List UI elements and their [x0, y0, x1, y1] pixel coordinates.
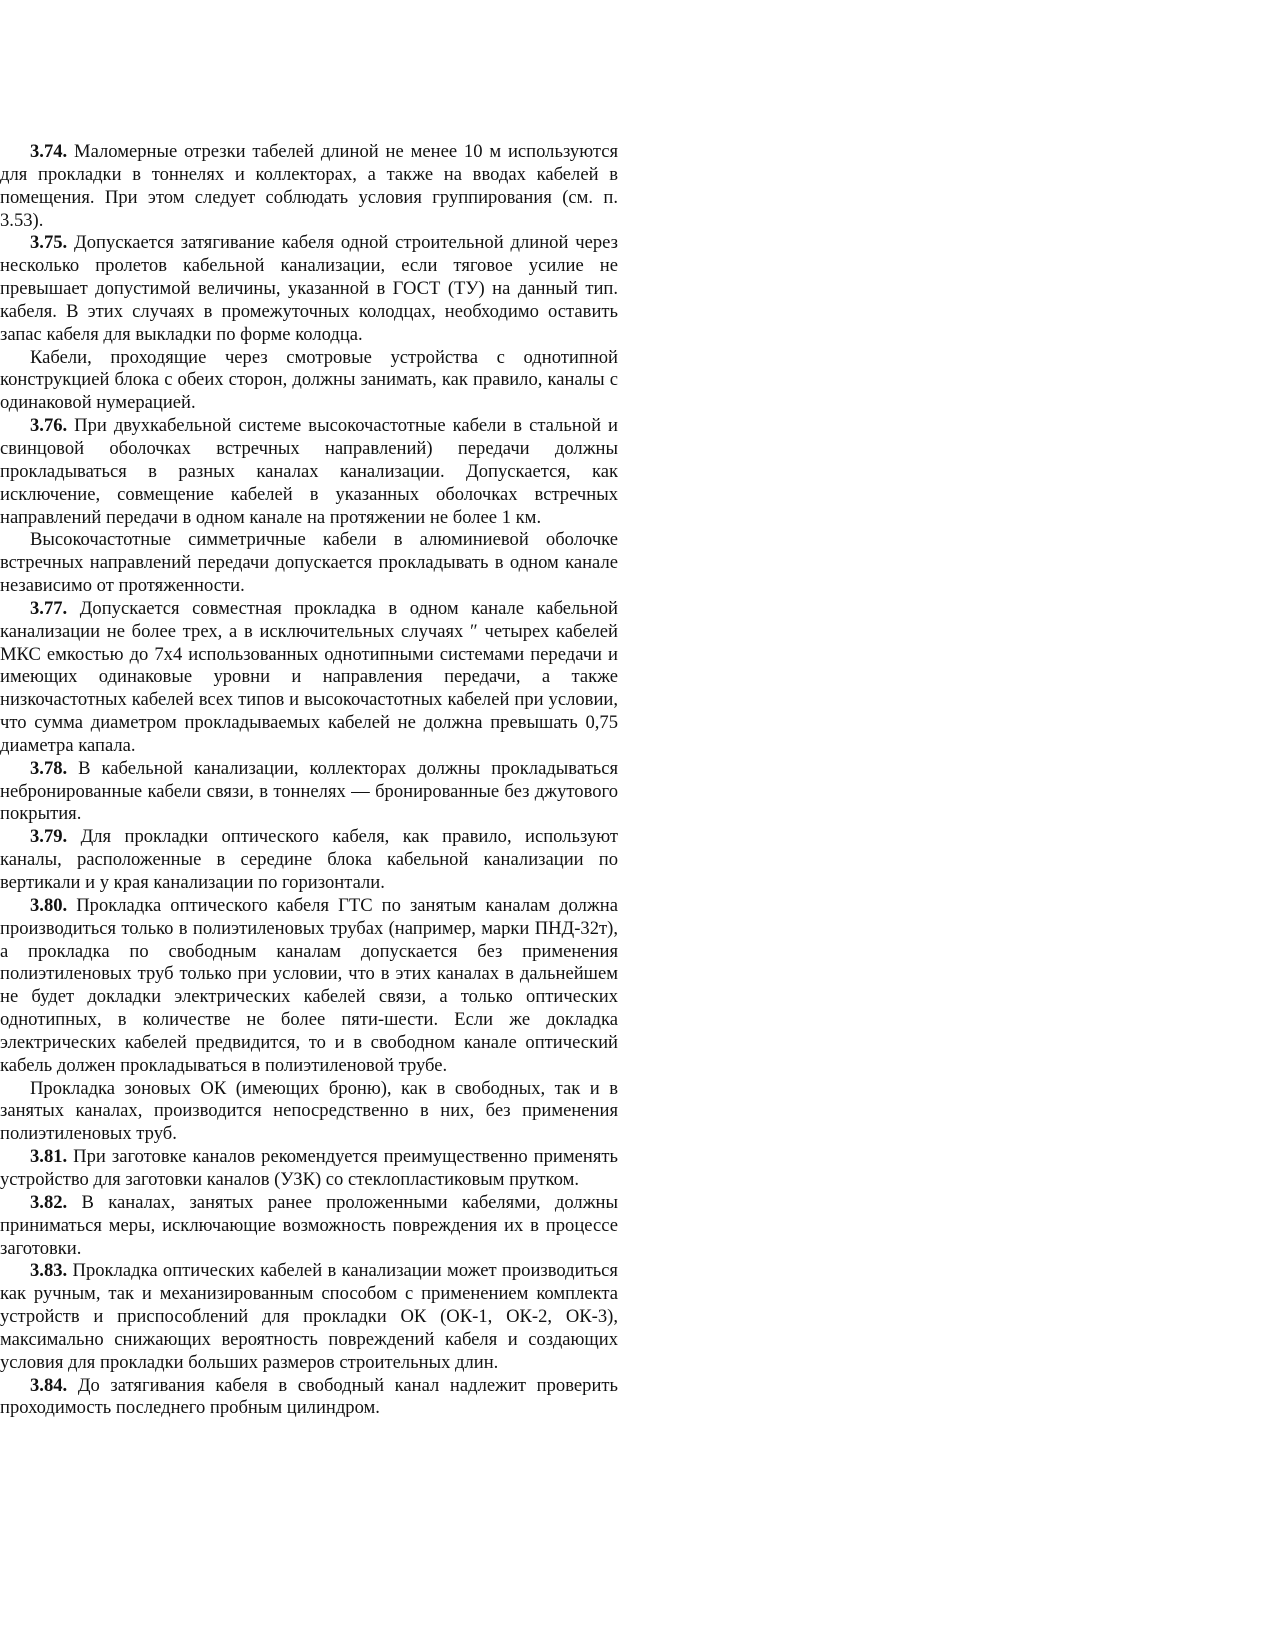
paragraph-text: Кабели, проходящие через смотровые устройства с однотипной конструкцией блока с обеих сторон, должны занимать, как правило, каналы с одинаковой нумерацией. [0, 346, 618, 414]
paragraph-3-76-continued [0, 529, 618, 598]
paragraph-text: Для прокладки оптического кабеля, как правило, используют каналы, расположенные в середине блока кабельной канализации по вертикали и у края канализации по горизонтали. [0, 826, 618, 893]
paragraph-3-79 [0, 826, 618, 895]
paragraph-text: Прокладка оптического кабеля ГТС по занятым каналам должна производиться только в полиэтиленовых трубах (например, марки ПНД-32т), а прокладка по свободным каналам допускается без применения полиэтиленовых труб только при условии, что в этих каналах в дальнейшем не будет докладки электрических кабелей связи, а только оптических однотипных, в количестве не более пяти-шести. Если же докладка электрических кабелей предвидится, то и в свободном канале оптический кабель должен прокладываться в полиэтиленовой трубе. [0, 894, 618, 1076]
paragraph-3-75-continued [0, 347, 618, 416]
clause-number: 3.75. [30, 232, 68, 254]
paragraph-text: Допускается затягивание кабеля одной строительной длиной через несколько пролетов кабельной канализации, если тяговое усилие не превышает допустимой величины, указанной в ГОСТ (ТУ) на данный тип. кабеля. В этих случаях в промежуточных колодцах, необходимо оставить запас кабеля для выкладки по форме колодца. [0, 232, 618, 345]
paragraph-3-83 [0, 1260, 618, 1374]
paragraph-3-81 [0, 1146, 618, 1192]
paragraph-text: В кабельной канализации, коллекторах должны прокладываться небронированные кабели связи, в тоннелях — бронированные без джутового покрытия. [0, 757, 618, 825]
paragraph-3-82 [0, 1192, 618, 1261]
clause-number: 3.78. [30, 757, 68, 779]
clause-number: 3.77. [30, 597, 68, 619]
paragraph-text: Высокочастотные симметричные кабели в алюминиевой оболочке встречных направлений передачи допускается прокладывать в одном канале независимо от протяженности. [0, 529, 618, 597]
paragraph-3-77 [0, 598, 618, 758]
clause-number: 3.83. [30, 1260, 68, 1282]
paragraph-text: Прокладка зоновых ОК (имеющих броню), как в свободных, так и в занятых каналах, производится непосредственно в них, без применения полиэтиленовых труб. [0, 1077, 618, 1145]
clause-number: 3.81. [30, 1146, 68, 1168]
paragraph-text: При двухкабельной системе высокочастотные кабели в стальной и свинцовой оболочках встречных направлений) передачи должны прокладываться в разных каналах канализации. Допускается, как исключение, совмещение кабелей в указанных оболочках встречных направлений передачи в одном канале на протяжении не более 1 км. [0, 415, 618, 528]
paragraph-text: Допускается совместная прокладка в одном канале кабельной канализации не более трех, а в исключительных случаях ″ четырех кабелей МКС емкостью до 7х4 использованных однотипными системами передачи и имеющих одинаковые уровни и направления передачи, а также низкочастотных кабелей всех типов и высокочастотных кабелей при условии, что сумма диаметром прокладываемых кабелей не должна превышать 0,75 диаметра капала. [0, 597, 618, 756]
paragraph-3-74 [0, 141, 618, 232]
clause-number: 3.74. [30, 141, 68, 162]
paragraph-text: Маломерные отрезки табелей длиной не менее 10 м используются для прокладки в тоннелях и коллекторах, а также на вводах кабелей в помещения. При этом следует соблюдать условия группирования (см. п. 3.53). [0, 141, 618, 231]
paragraph-text: При заготовке каналов рекомендуется преимущественно применять устройство для заготовки каналов (УЗК) со стеклопластиковым прутком. [0, 1146, 618, 1190]
paragraph-text: В каналах, занятых ранее проложенными кабелями, должны приниматься меры, исключающие возможность повреждения их в процессе заготовки. [0, 1191, 618, 1259]
paragraph-text: До затягивания кабеля в свободный канал надлежит проверить проходимость последнего пробным цилиндром. [0, 1374, 618, 1419]
paragraph-3-80 [0, 895, 618, 1078]
paragraph-3-75 [0, 232, 618, 346]
paragraph-3-78 [0, 758, 618, 827]
paragraph-text: Прокладка оптических кабелей в канализации может производиться как ручным, так и механизированным способом с применением комплекта устройств и приспособлений для прокладки ОК (ОК-1, ОК-2, ОК-3), максимально снижающих вероятность повреждений кабеля и создающих условия для прокладки больших размеров строительных длин. [0, 1260, 618, 1373]
clause-number: 3.79. [30, 826, 68, 848]
document-page [0, 141, 618, 1420]
paragraph-3-76 [0, 415, 618, 529]
paragraph-3-80-continued [0, 1078, 618, 1147]
clause-number: 3.82. [30, 1191, 68, 1213]
paragraph-3-84 [0, 1375, 618, 1421]
clause-number: 3.76. [30, 415, 68, 437]
clause-number: 3.80. [30, 894, 68, 916]
clause-number: 3.84. [30, 1374, 68, 1396]
